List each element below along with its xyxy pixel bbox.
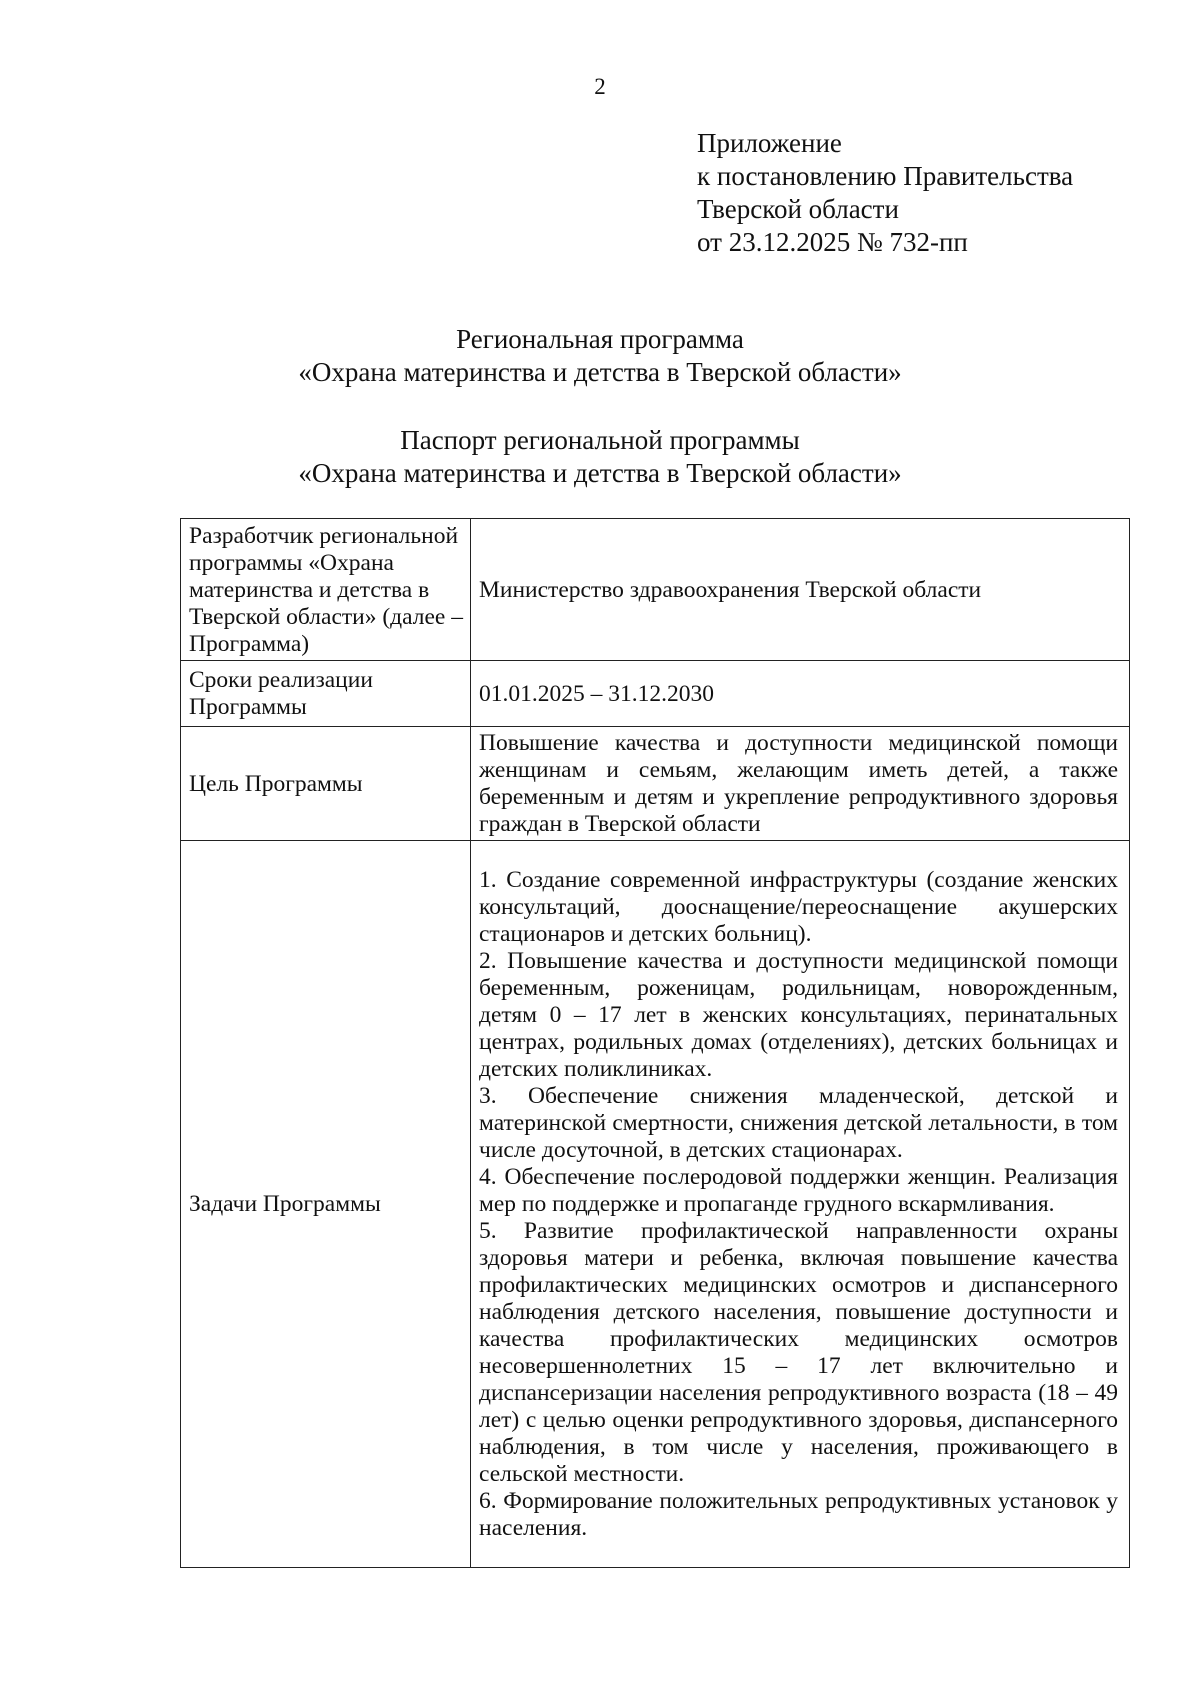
program-title-line: «Охрана материнства и детства в Тверской области» [298, 357, 902, 387]
goal-label: Цель Программы [181, 727, 471, 841]
task-item: 1. Создание современной инфраструктуры (создание женских консультаций, дооснащение/переоснащение акушерских стационаров и детских больниц). [479, 867, 1118, 947]
developer-value: Министерство здравоохранения Тверской области [471, 519, 1130, 661]
task-item: 3. Обеспечение снижения младенческой, детской и материнской смертности, снижения детской летальности, в том числе досуточной, в детских стационарах. [479, 1083, 1118, 1163]
goal-value: Повышение качества и доступности медицинской помощи женщинам и семьям, желающим иметь детей, а также беременным и детям и укрепление репродуктивного здоровья граждан в Тверской области [471, 727, 1130, 841]
appendix-block [697, 127, 1073, 259]
period-value: 01.01.2025 – 31.12.2030 [471, 661, 1130, 727]
passport-title-line: Паспорт региональной программы [400, 425, 800, 455]
table-row [181, 841, 1130, 1568]
page-number: 2 [594, 74, 606, 99]
appendix-line: к постановлению Правительства [697, 161, 1074, 191]
developer-label: Разработчик региональной программы «Охрана материнства и детства в Тверской области» (далее – Программа) [181, 519, 471, 661]
table-row [181, 727, 1130, 841]
appendix-line: Приложение [697, 128, 842, 158]
program-title-line: Региональная программа [456, 324, 744, 354]
passport-title [0, 424, 1200, 490]
period-label: Сроки реализации Программы [181, 661, 471, 727]
appendix-date-number: от 23.12.2025 № 732-пп [697, 227, 968, 257]
tasks-value [471, 841, 1130, 1568]
tasks-label: Задачи Программы [181, 841, 471, 1568]
task-item: 5. Развитие профилактической направленности охраны здоровья матери и ребенка, включая повышение качества профилактических медицинских осмотров и диспансерного наблюдения детского населения, повышение доступности и качества профилактических медицинских осмотров несовершеннолетних 15 – 17 лет включительно и диспансеризации населения репродуктивного возраста (18 – 49 лет) с целью оценки репродуктивного здоровья, диспансерного наблюдения, в том числе у населения, проживающего в сельской местности. [479, 1218, 1118, 1487]
task-item: 2. Повышение качества и доступности медицинской помощи беременным, роженицам, родильницам, новорожденным, детям 0 – 17 лет в женских консультациях, перинатальных центрах, родильных домах (отделениях), детских больницах и детских поликлиниках. [479, 948, 1118, 1082]
table-row [181, 661, 1130, 727]
program-title [0, 323, 1200, 389]
task-item: 6. Формирование положительных репродуктивных установок у населения. [479, 1488, 1118, 1541]
table-row [181, 519, 1130, 661]
passport-table [180, 518, 1130, 1568]
appendix-line: Тверской области [697, 194, 899, 224]
passport-title-line: «Охрана материнства и детства в Тверской области» [298, 458, 902, 488]
task-item: 4. Обеспечение послеродовой поддержки женщин. Реализация мер по поддержке и пропаганде грудного вскармливания. [479, 1164, 1118, 1217]
